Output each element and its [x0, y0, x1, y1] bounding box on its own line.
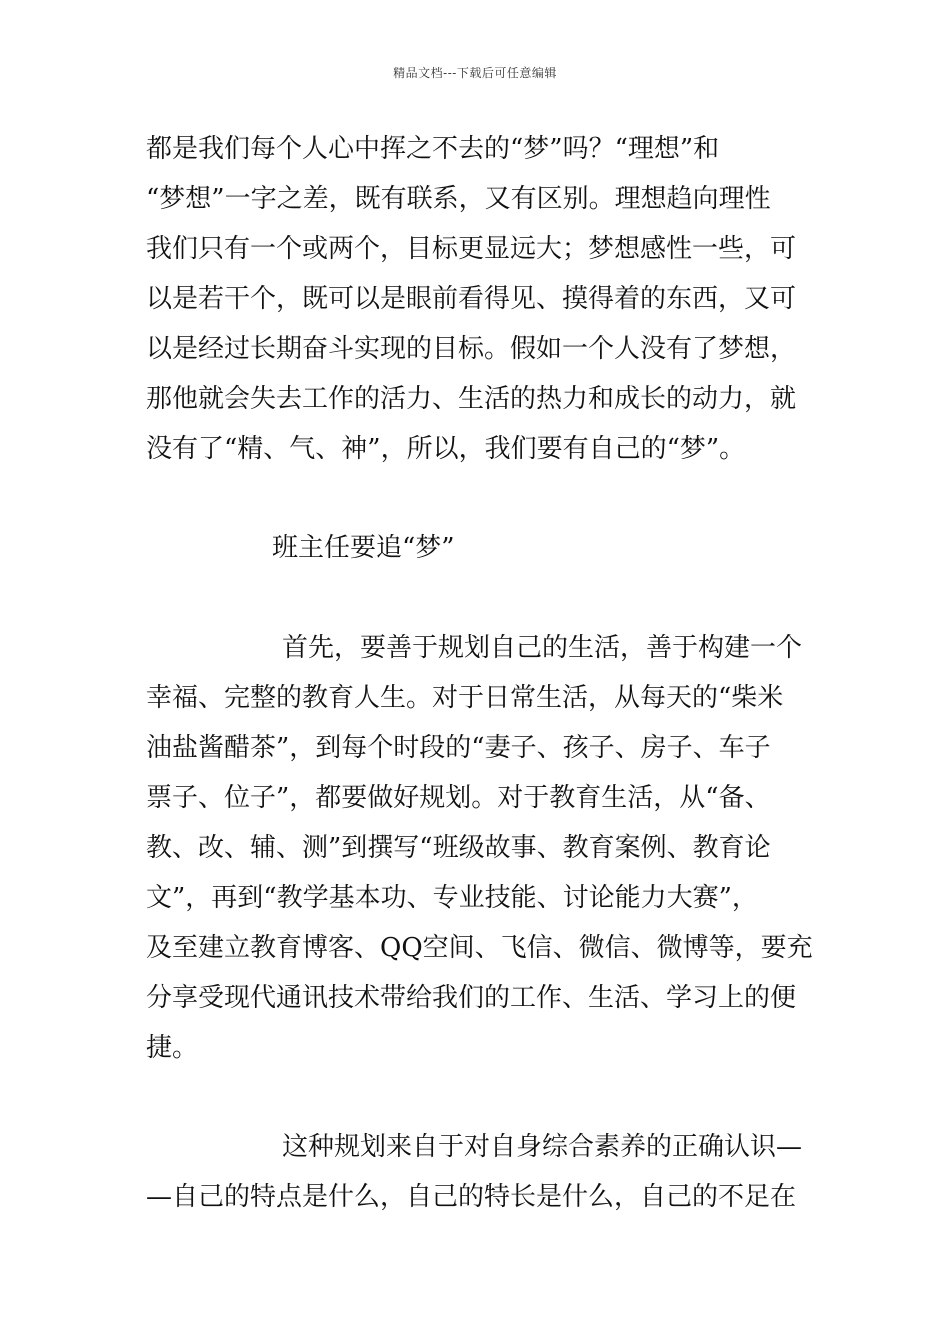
text-line: 分享受现代通讯技术带给我们的工作、生活、学习上的便: [146, 983, 797, 1013]
text-line: 票子、位子”，都要做好规划。对于教育生活，从“备、: [146, 783, 771, 813]
text-line: 都是我们每个人心中挥之不去的“梦”吗？“理想”和: [146, 134, 720, 164]
text-line: 捷。: [146, 1033, 199, 1063]
text-line: 没有了“精、气、神”，所以，我们要有自己的“梦”。: [146, 434, 746, 464]
text-line: 这种规划来自于对自身综合素养的正确认识—: [282, 1132, 803, 1162]
text-line: 以是若干个，既可以是眼前看得见、摸得着的东西，又可: [146, 284, 797, 314]
text-line: —自己的特点是什么，自己的特长是什么，自己的不足在: [146, 1182, 797, 1212]
text-line: 文”，再到“教学基本功、专业技能、讨论能力大赛”，: [146, 883, 758, 913]
section-heading: 班主任要追“梦”: [272, 533, 455, 563]
text-line: 及至建立教育博客、QQ空间、飞信、微信、微博等，要充: [146, 933, 813, 963]
text-line: “梦想”一字之差，既有联系，又有区别。理想趋向理性: [146, 184, 771, 214]
text-line: 那他就会失去工作的活力、生活的热力和成长的动力，就: [146, 384, 797, 414]
text-line: 首先，要善于规划自己的生活，善于构建一个: [282, 633, 803, 663]
text-line: 幸福、完整的教育人生。对于日常生活，从每天的“柴米: [146, 683, 784, 713]
text-line: 我们只有一个或两个，目标更显远大；梦想感性一些，可: [146, 234, 797, 264]
page-header: 精品文档---下载后可任意编辑: [393, 66, 557, 80]
text-line: 以是经过长期奋斗实现的目标。假如一个人没有了梦想，: [146, 334, 797, 364]
text-line: 油盐酱醋茶”，到每个时段的“妻子、孩子、房子、车子: [146, 733, 771, 763]
text-line: 教、改、辅、测”到撰写“班级故事、教育案例、教育论: [146, 833, 771, 863]
